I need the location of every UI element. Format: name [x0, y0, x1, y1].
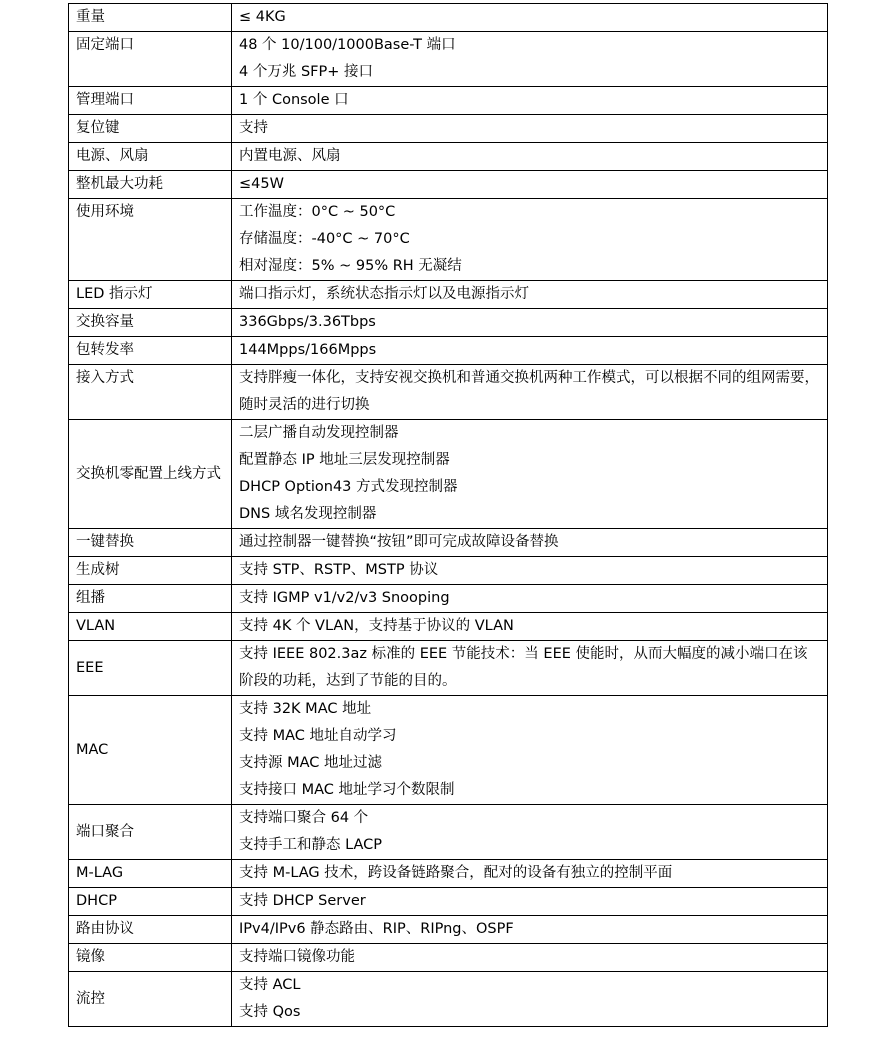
spec-value — [232, 888, 828, 916]
spec-value — [232, 944, 828, 972]
spec-value-line: 配置静态 IP 地址三层发现控制器 — [239, 452, 450, 468]
spec-value-line: 支持 32K MAC 地址 — [239, 701, 372, 717]
spec-label: 固定端口 — [69, 32, 232, 87]
spec-value-line: 支持端口镜像功能 — [239, 949, 355, 965]
spec-row — [69, 199, 828, 281]
spec-value-line: 336Gbps/3.36Tbps — [239, 314, 376, 330]
spec-label: LED 指示灯 — [69, 281, 232, 309]
spec-value — [232, 309, 828, 337]
spec-row — [69, 32, 828, 87]
spec-value — [232, 972, 828, 1027]
spec-value-line: 144Mpps/166Mpps — [239, 342, 377, 358]
spec-value-line: 支持胖瘦一体化，支持安视交换机和普通交换机两种工作模式，可以根据不同的组网需要，随时灵活的进行切换 — [239, 370, 819, 413]
spec-label: 一键替换 — [69, 529, 232, 557]
spec-row — [69, 365, 828, 420]
spec-row — [69, 585, 828, 613]
spec-value — [232, 529, 828, 557]
spec-row — [69, 641, 828, 696]
spec-row — [69, 87, 828, 115]
spec-value-line: 4 个万兆 SFP+ 接口 — [239, 64, 373, 80]
spec-value — [232, 613, 828, 641]
spec-row — [69, 972, 828, 1027]
spec-value-line: 支持 M-LAG 技术，跨设备链路聚合，配对的设备有独立的控制平面 — [239, 865, 673, 881]
spec-label: 管理端口 — [69, 87, 232, 115]
spec-row — [69, 337, 828, 365]
spec-label: MAC — [69, 696, 232, 805]
spec-value-line: 支持 IGMP v1/v2/v3 Snooping — [239, 590, 450, 606]
spec-value-line: 端口指示灯，系统状态指示灯以及电源指示灯 — [239, 286, 529, 302]
spec-label: 组播 — [69, 585, 232, 613]
spec-label: 端口聚合 — [69, 805, 232, 860]
spec-label: 包转发率 — [69, 337, 232, 365]
spec-row — [69, 888, 828, 916]
spec-value-line: ≤45W — [239, 176, 284, 192]
spec-value-line: 支持 DHCP Server — [239, 893, 366, 909]
spec-label: 镜像 — [69, 944, 232, 972]
spec-value — [232, 87, 828, 115]
spec-value — [232, 32, 828, 87]
spec-label: 生成树 — [69, 557, 232, 585]
spec-value-line: 支持 STP、RSTP、MSTP 协议 — [239, 562, 439, 578]
spec-label: EEE — [69, 641, 232, 696]
spec-value-line: 存储温度：-40°C ~ 70°C — [239, 231, 410, 247]
spec-row — [69, 281, 828, 309]
spec-value — [232, 115, 828, 143]
spec-value-line: 支持 Qos — [239, 1004, 301, 1020]
spec-row — [69, 420, 828, 529]
spec-table-body — [69, 4, 828, 1027]
spec-row — [69, 115, 828, 143]
spec-value — [232, 696, 828, 805]
spec-row — [69, 557, 828, 585]
spec-value-line: 支持端口聚合 64 个 — [239, 810, 369, 826]
spec-value-line: DHCP Option43 方式发现控制器 — [239, 479, 458, 495]
spec-value — [232, 171, 828, 199]
spec-row — [69, 613, 828, 641]
spec-label: 交换机零配置上线方式 — [69, 420, 232, 529]
spec-label: DHCP — [69, 888, 232, 916]
spec-row — [69, 529, 828, 557]
spec-value — [232, 199, 828, 281]
spec-value-line: 相对湿度：5% ~ 95% RH 无凝结 — [239, 258, 462, 274]
spec-row — [69, 696, 828, 805]
spec-row — [69, 143, 828, 171]
spec-value-line: 1 个 Console 口 — [239, 92, 349, 108]
spec-value — [232, 641, 828, 696]
spec-value-line: 内置电源、风扇 — [239, 148, 341, 164]
spec-value — [232, 281, 828, 309]
spec-value-line: 支持接口 MAC 地址学习个数限制 — [239, 782, 455, 798]
spec-table — [68, 3, 828, 1027]
spec-value-line: 48 个 10/100/1000Base-T 端口 — [239, 37, 456, 53]
spec-label: 路由协议 — [69, 916, 232, 944]
spec-value-line: 支持源 MAC 地址过滤 — [239, 755, 383, 771]
spec-row — [69, 4, 828, 32]
spec-value-line: DNS 域名发现控制器 — [239, 506, 377, 522]
spec-value — [232, 585, 828, 613]
spec-value-line: 通过控制器一键替换“按钮”即可完成故障设备替换 — [239, 534, 559, 550]
spec-value — [232, 143, 828, 171]
spec-value — [232, 365, 828, 420]
spec-row — [69, 860, 828, 888]
spec-label: VLAN — [69, 613, 232, 641]
spec-value — [232, 337, 828, 365]
spec-label: 使用环境 — [69, 199, 232, 281]
spec-value-line: ≤ 4KG — [239, 9, 286, 25]
spec-label: 复位键 — [69, 115, 232, 143]
spec-value — [232, 4, 828, 32]
spec-value-line: 支持 — [239, 120, 268, 136]
spec-row — [69, 171, 828, 199]
spec-label: 交换容量 — [69, 309, 232, 337]
spec-label: 重量 — [69, 4, 232, 32]
spec-row — [69, 309, 828, 337]
spec-row — [69, 944, 828, 972]
spec-value-line: 支持 MAC 地址自动学习 — [239, 728, 397, 744]
spec-value — [232, 916, 828, 944]
spec-value-line: IPv4/IPv6 静态路由、RIP、RIPng、OSPF — [239, 921, 514, 937]
spec-value — [232, 420, 828, 529]
spec-row — [69, 805, 828, 860]
spec-value — [232, 860, 828, 888]
spec-value — [232, 557, 828, 585]
spec-value-line: 支持手工和静态 LACP — [239, 837, 383, 853]
spec-value-line: 工作温度：0°C ~ 50°C — [239, 204, 396, 220]
spec-row — [69, 916, 828, 944]
spec-label: 电源、风扇 — [69, 143, 232, 171]
spec-label: 接入方式 — [69, 365, 232, 420]
spec-value-line: 支持 4K 个 VLAN，支持基于协议的 VLAN — [239, 618, 514, 634]
spec-label: 流控 — [69, 972, 232, 1027]
spec-label: M-LAG — [69, 860, 232, 888]
spec-value-line: 支持 IEEE 802.3az 标准的 EEE 节能技术：当 EEE 使能时，从而大幅度的减小端口在该阶段的功耗，达到了节能的目的。 — [239, 646, 808, 689]
spec-label: 整机最大功耗 — [69, 171, 232, 199]
spec-value-line: 二层广播自动发现控制器 — [239, 425, 399, 441]
spec-value-line: 支持 ACL — [239, 977, 301, 993]
spec-value — [232, 805, 828, 860]
